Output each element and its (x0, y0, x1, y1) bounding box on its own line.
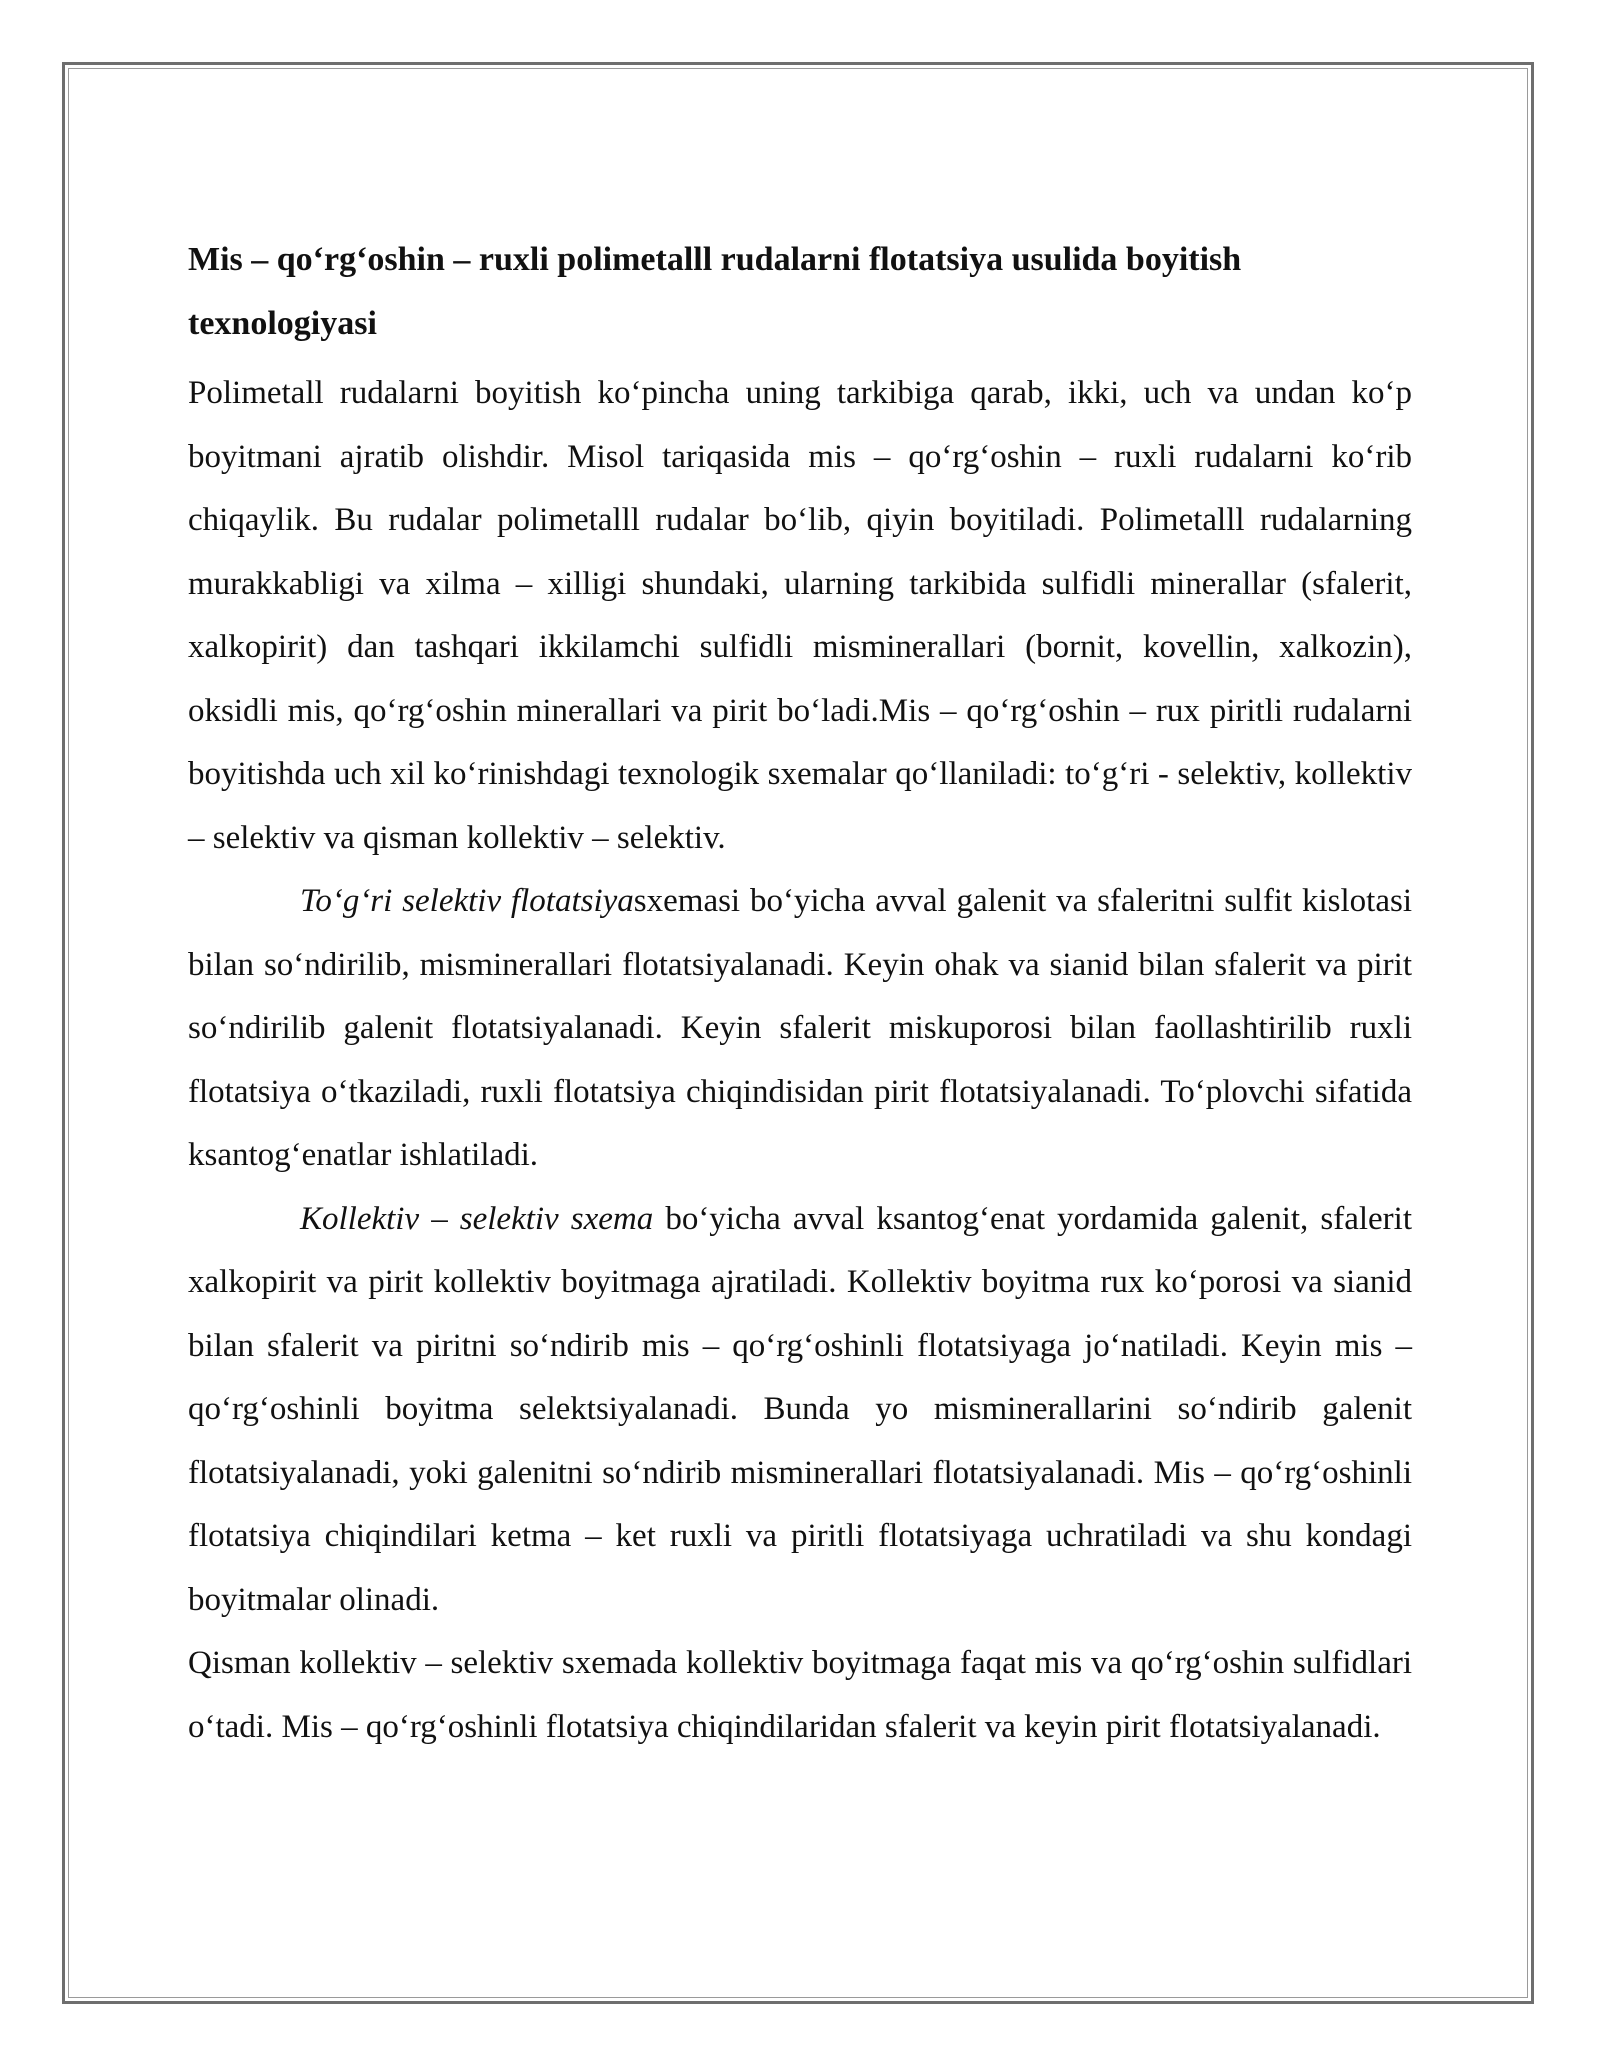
document-title: Mis – qo‘rg‘oshin – ruxli polimetalll rudalarni flotatsiya usulida boyitish texnologiyasi (188, 241, 1242, 342)
paragraph-collective-selective-text: bo‘yicha avval ksantog‘enat yordamida galenit, sfalerit xalkopirit va pirit kollektiv boyitmaga ajratiladi. Kollektiv boyitma rux ko‘porosi va sianid bilan sfalerit va piritni so‘ndirib mis – qo‘rg‘oshinli flotatsiyaga jo‘natiladi. Keyin mis – qo‘rg‘oshinli boyitma selektsiyalanadi. Bunda yo misminerallarini so‘ndirib galenit flotatsiyalanadi, yoki galenitni so‘ndirib misminerallari flotatsiyalanadi. Mis – qo‘rg‘oshinli flotatsiya chiqindilari ketma – ket ruxli va piritli flotatsiyaga uchratiladi va shu kondagi boyitmalar olinadi. (188, 1200, 1412, 1618)
paragraph-collective-selective (188, 1188, 1412, 1633)
paragraph-collective-selective-term: Kollektiv – selektiv sxema (300, 1200, 654, 1237)
paragraph-intro: Polimetall rudalarni boyitish ko‘pincha uning tarkibiga qarab, ikki, uch va undan ko‘p boyitmani ajratib olishdir. Misol tariqasida mis – qo‘rg‘oshin – ruxli rudalarni ko‘rib chiqaylik. Bu rudalar polimetalll rudalar bo‘lib, qiyin boyitiladi. Polimetalll rudalarning murakkabligi va xilma – xilligi shundaki, ularning tarkibida sulfidli minerallar (sfalerit, xalkopirit) dan tashqari ikkilamchi sulfidli misminerallari (bornit, kovellin, xalkozin), oksidli mis, qo‘rg‘oshin minerallari va pirit bo‘ladi.Mis – qo‘rg‘oshin – rux piritli rudalarni boyitishda uch xil ko‘rinishdagi texnologik sxemalar qo‘llaniladi: to‘g‘ri - selektiv, kollektiv – selektiv va qisman kollektiv – selektiv. (188, 375, 1412, 856)
paragraph-direct-selective-term: To‘g‘ri selektiv flotatsiya (300, 883, 634, 919)
paragraph-direct-selective-text: sxemasi bo‘yicha avval galenit va sfaleritni sulfit kislotasi bilan so‘ndirilib, misminerallari flotatsiyalanadi. Keyin ohak va sianid bilan sfalerit va pirit so‘ndirilib galenit flotatsiyalanadi. Keyin sfalerit miskuporosi bilan faollashtirilib ruxli flotatsiya o‘tkaziladi, ruxli flotatsiya chiqindisidan pirit flotatsiyalanadi. To‘plovchi sifatida ksantog‘enatlar ishlatiladi. (188, 883, 1412, 1173)
paragraph-direct-selective (188, 870, 1412, 1188)
paragraph-partial-collective: Qisman kollektiv – selektiv sxemada kollektiv boyitmaga faqat mis va qo‘rg‘oshin sulfidlari o‘tadi. Mis – qo‘rg‘oshinli flotatsiya chiqindilaridan sfalerit va keyin pirit flotatsiyalanadi. (188, 1645, 1412, 1745)
document-body (188, 228, 1412, 1759)
